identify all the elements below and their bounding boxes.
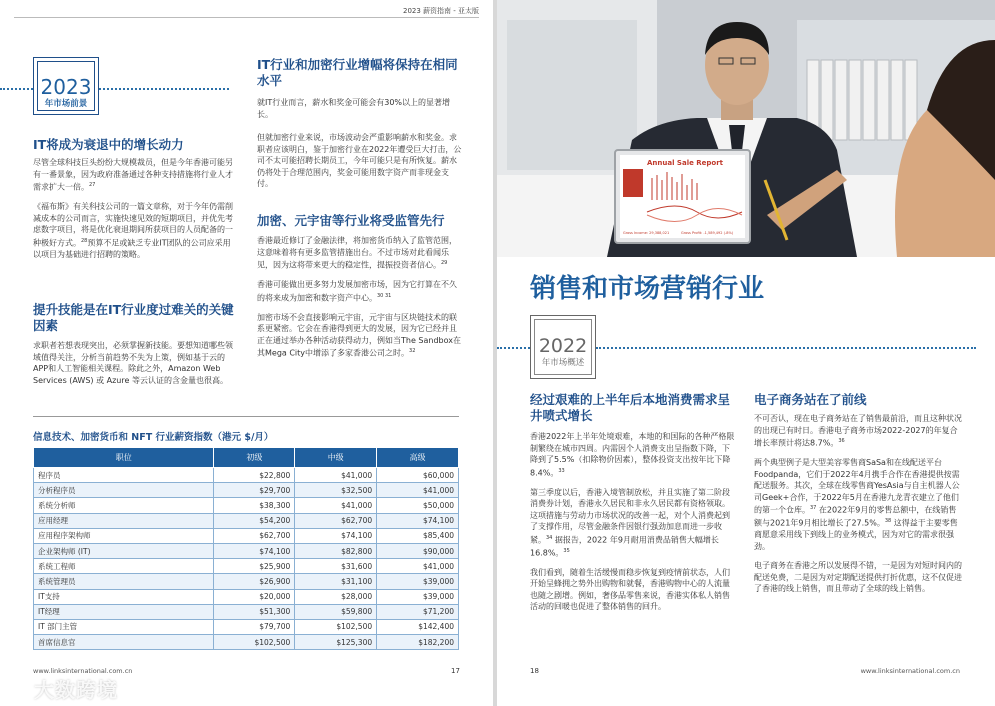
table-cell: $26,900 <box>214 574 295 589</box>
table-title: 信息技术、加密货币和 NFT 行业薪资指数（港元 $/月） <box>33 432 274 443</box>
table-cell: $25,900 <box>214 559 295 574</box>
heading: 提升技能是在IT行业度过难关的关键因素 <box>33 302 234 333</box>
paragraph: 这得益于主要零售商愿意采用线下到线上的业务模式，因为对它的需求很强劲。 <box>754 518 958 551</box>
chart-title: Annual Sale Report <box>647 159 724 167</box>
section-title: 销售和市场营销行业 <box>530 274 765 304</box>
paragraph: 但就加密行业来说，市场波动会严重影响薪水和奖金。求职者应该明白，鉴于加密行业在2022年遭受巨大打击，公司不太可能招聘长期员工，今年可能只是有所恢复。薪水仍将处于合理范围内，奖金可能用数字资产而非现金支付。 <box>257 133 462 188</box>
footnote-ref: 30 31 <box>377 292 392 299</box>
text-block <box>33 157 238 268</box>
footnote-ref: 28 <box>81 237 88 244</box>
heading: 加密、元宇宙等行业将受监管先行 <box>257 213 445 228</box>
table-row <box>34 483 459 498</box>
footer-url: www.linksinternational.com.cn <box>860 667 960 675</box>
table-cell: $22,800 <box>214 468 295 483</box>
table-row <box>34 619 459 634</box>
paragraph: 香港2022年上半年处境艰难，本地的和国际的各种严格限制繁绕在城市四周。内需因个人消费支出呈指数下降，下降到了5.5%（扣除物价因素），整体投资支出按年比下降8.4%。 <box>530 432 735 478</box>
table-cell: $102,500 <box>295 619 377 634</box>
table-row <box>34 528 459 543</box>
table-cell: 分析程序员 <box>34 483 214 498</box>
footnote-ref: 35 <box>563 547 570 554</box>
left-page <box>0 0 493 706</box>
footnote-ref: 32 <box>409 348 416 355</box>
table-cell: $59,800 <box>295 604 377 619</box>
year-box <box>530 315 596 379</box>
dotted-rule <box>497 347 530 349</box>
table-row <box>34 574 459 589</box>
table-cell: $38,300 <box>214 498 295 513</box>
table-header-row <box>34 448 459 468</box>
paragraph: 两个典型例子是大型美容零售商SaSa和在线配送平台Foodpanda，它们于2022年4月携手合作在香港提供按需配送服务。其次，全球在线零售商YesAsia与自主机器人公司Geek+合作，于2022年5月在香港九龙青衣建立了他们的第一个仓库。 <box>754 458 960 515</box>
paragraph: 在2022年9月的零售总额中，在线销售额与2021年9月相比增长了27.5%。 <box>754 505 957 528</box>
column-header: 高级 <box>377 448 459 468</box>
paragraph: 求职者若想表现突出，必须掌握新技能。要想知道哪些领域值得关注，分析当前趋势不失为上策，例如基于云的APP和人工智能相关课程。除此之外，Amazon Web Services (AWS) 或 Azure 等云认证的含金量也很高。 <box>33 341 233 385</box>
table-cell: $32,500 <box>295 483 377 498</box>
footnote-ref: 33 <box>558 467 565 474</box>
table-cell: $85,400 <box>377 528 459 543</box>
table-cell: 系统管理员 <box>34 574 214 589</box>
section-divider <box>33 416 459 417</box>
table-cell: $62,700 <box>214 528 295 543</box>
paragraph: 香港可能做出更多努力发展加密市场，因为它打算在不久的将来成为加密和数字资产中心。 <box>257 280 457 303</box>
text-block <box>754 413 964 603</box>
footnote-ref: 34 <box>546 534 553 541</box>
page-number: 17 <box>451 667 460 675</box>
table-cell: 应用程序架构师 <box>34 528 214 543</box>
paragraph: 就IT行业而言，薪水和奖金可能会有30%以上的显著增长。 <box>257 98 451 119</box>
table-cell: 首席信息官 <box>34 635 214 650</box>
watermark-logo-icon <box>6 683 30 701</box>
table-cell: $182,200 <box>377 635 459 650</box>
photo-illustration <box>497 0 995 257</box>
table-cell: $62,700 <box>295 513 377 528</box>
table-cell: $82,800 <box>295 543 377 558</box>
running-header: 2023 薪资指南 - 亚太版 <box>402 7 479 15</box>
table-cell: $51,300 <box>214 604 295 619</box>
header-rule <box>14 17 479 18</box>
chart-label-left: Gross Income: 29,388,021 <box>623 231 670 235</box>
dotted-rule <box>99 88 229 90</box>
footnote-ref: 37 <box>810 505 817 512</box>
table-cell: 应用经理 <box>34 513 214 528</box>
text-block <box>33 340 238 394</box>
table-cell: $74,100 <box>377 513 459 528</box>
table-cell: $20,000 <box>214 589 295 604</box>
table-cell: $74,100 <box>295 528 377 543</box>
text-block <box>257 235 462 367</box>
table-cell: $102,500 <box>214 635 295 650</box>
table-row <box>34 498 459 513</box>
table-row <box>34 543 459 558</box>
table-cell: $41,000 <box>377 559 459 574</box>
paragraph: 尽管全球科技巨头纷纷大规模裁员，但是今年香港可能另有一番景象，因为政府准备通过各种支持措施将行业人才需求扩大一倍。 <box>33 158 233 192</box>
table-cell: $50,000 <box>377 498 459 513</box>
table-row <box>34 589 459 604</box>
column-header: 职位 <box>34 448 214 468</box>
column-header: 中级 <box>295 448 377 468</box>
table-cell: 程序员 <box>34 468 214 483</box>
paragraph: 《福布斯》有关科技公司的一篇文章称，对于今年仍需削减成本的公司而言，实施快速见效的短期项目，并优先考虑数字项目，将是优化衰退期间所获项目的人员配备的一种极好方式。 <box>33 202 233 248</box>
paragraph: 第三季度以后，香港入境管制放松，并且实施了第二阶段消费券计划，香港永久居民和非永久居民都有资格领取。这项措施与劳动力市场状况的改善一起，对个人消费起到了支撑作用，尽管金融条件因银行强劲加息而进一步收紧。 <box>530 487 730 545</box>
page-number: 18 <box>530 667 539 675</box>
table-cell: $31,100 <box>295 574 377 589</box>
table-cell: IT 部门主管 <box>34 619 214 634</box>
table-row <box>34 635 459 650</box>
table-cell: $39,000 <box>377 589 459 604</box>
salary-table <box>33 447 459 650</box>
table-cell: $41,000 <box>377 483 459 498</box>
table-cell: $41,000 <box>295 468 377 483</box>
footnote-ref: 36 <box>838 438 845 444</box>
table-cell: $74,100 <box>214 543 295 558</box>
table-row <box>34 513 459 528</box>
paragraph: 我们看到，随着生活缓慢而稳步恢复到疫情前状态，人们开始呈蜂拥之势外出购物和就餐，香港购物中心的人流量也随之剧增。例如，奢侈品零售来说，香港实体私人销售活动的回暖也促进了整体销售的回升。 <box>530 567 730 612</box>
table-cell: $142,400 <box>377 619 459 634</box>
paragraph: 不可否认，现在电子商务站在了销售最前沿，而且这种状况的出现已有时日。香港电子商务市场2022-2027的年复合增长率预计将达8.7%。 <box>754 414 962 448</box>
table-cell: $39,000 <box>377 574 459 589</box>
table-row <box>34 559 459 574</box>
table-row <box>34 468 459 483</box>
year-label: 2023 <box>40 75 92 99</box>
table-cell: $29,700 <box>214 483 295 498</box>
dotted-rule <box>596 347 976 349</box>
watermark <box>6 674 118 703</box>
table-cell: $71,200 <box>377 604 459 619</box>
table-cell: $54,200 <box>214 513 295 528</box>
paragraph: 据报告，2022 年9月耐用消费品销售大幅增长16.8%。 <box>530 535 719 558</box>
table-cell: 企业架构师 (IT) <box>34 543 214 558</box>
table-cell: IT支持 <box>34 589 214 604</box>
year-box <box>33 57 99 115</box>
footer-url: www.linksinternational.com.cn <box>33 667 133 675</box>
table-cell: $28,000 <box>295 589 377 604</box>
column-header: 初级 <box>214 448 295 468</box>
year-sublabel: 年市场前景 <box>44 99 88 109</box>
table-cell: 系统工程师 <box>34 559 214 574</box>
heading: IT行业和加密行业增幅将保持在相同水平 <box>257 57 458 88</box>
paragraph: 香港最近修订了金融法律，将加密货币纳入了监管范围，这意味着将有更多监管措施出台。不过市场对此看闻乐见，因为这将带来更大的稳定性，提振投资者信心。 <box>257 236 457 270</box>
table-cell: IT经理 <box>34 604 214 619</box>
heading: 电子商务站在了前线 <box>754 392 867 407</box>
footnote-ref: 29 <box>441 260 448 266</box>
heading: IT将成为衰退中的增长动力 <box>33 137 184 152</box>
paragraph: 电子商务在香港之所以发展得不错，一是因为对短时间内的配送免费，二是因为对定期配送提供打折优惠，这不仅促进了香港的线上销售，而且带动了全球的线上销售。 <box>754 561 962 594</box>
watermark-text: 大数跨境 <box>34 678 118 702</box>
heading: 经过艰难的上半年后本地消费需求呈井喷式增长 <box>530 392 731 423</box>
paragraph: 预算不足或缺乏专业IT团队的公司应采用以项目为基础进行招聘的策略。 <box>33 238 231 259</box>
table-cell: $125,300 <box>295 635 377 650</box>
table-cell: $41,000 <box>295 498 377 513</box>
table-cell: $79,700 <box>214 619 295 634</box>
text-block <box>257 97 462 198</box>
dotted-rule <box>0 88 33 90</box>
table-cell: 系统分析师 <box>34 498 214 513</box>
table-row <box>34 604 459 619</box>
footnote-ref: 38 <box>884 518 892 525</box>
paragraph: 加密市场不会直接影响元宇宙，元宇宙与区块链技术的联系更紧密。它会在香港得到更大的发展，因为它已经并且正在通过举办各种活动获得动力，例如当The Sandbox在其Mega City中增添了多家香港公司之时。 <box>257 312 462 358</box>
text-block <box>530 431 735 621</box>
table-cell: $90,000 <box>377 543 459 558</box>
table-cell: $31,600 <box>295 559 377 574</box>
year-label: 2022 <box>538 335 588 357</box>
right-page <box>497 0 995 706</box>
office-meeting-photo <box>497 0 995 257</box>
chart-label-right: Gross Profit: -1,589,492 (-8%) <box>681 231 734 235</box>
year-sublabel: 年市场概述 <box>541 358 585 368</box>
table-cell: $60,000 <box>377 468 459 483</box>
footnote-ref: 27 <box>89 182 96 188</box>
